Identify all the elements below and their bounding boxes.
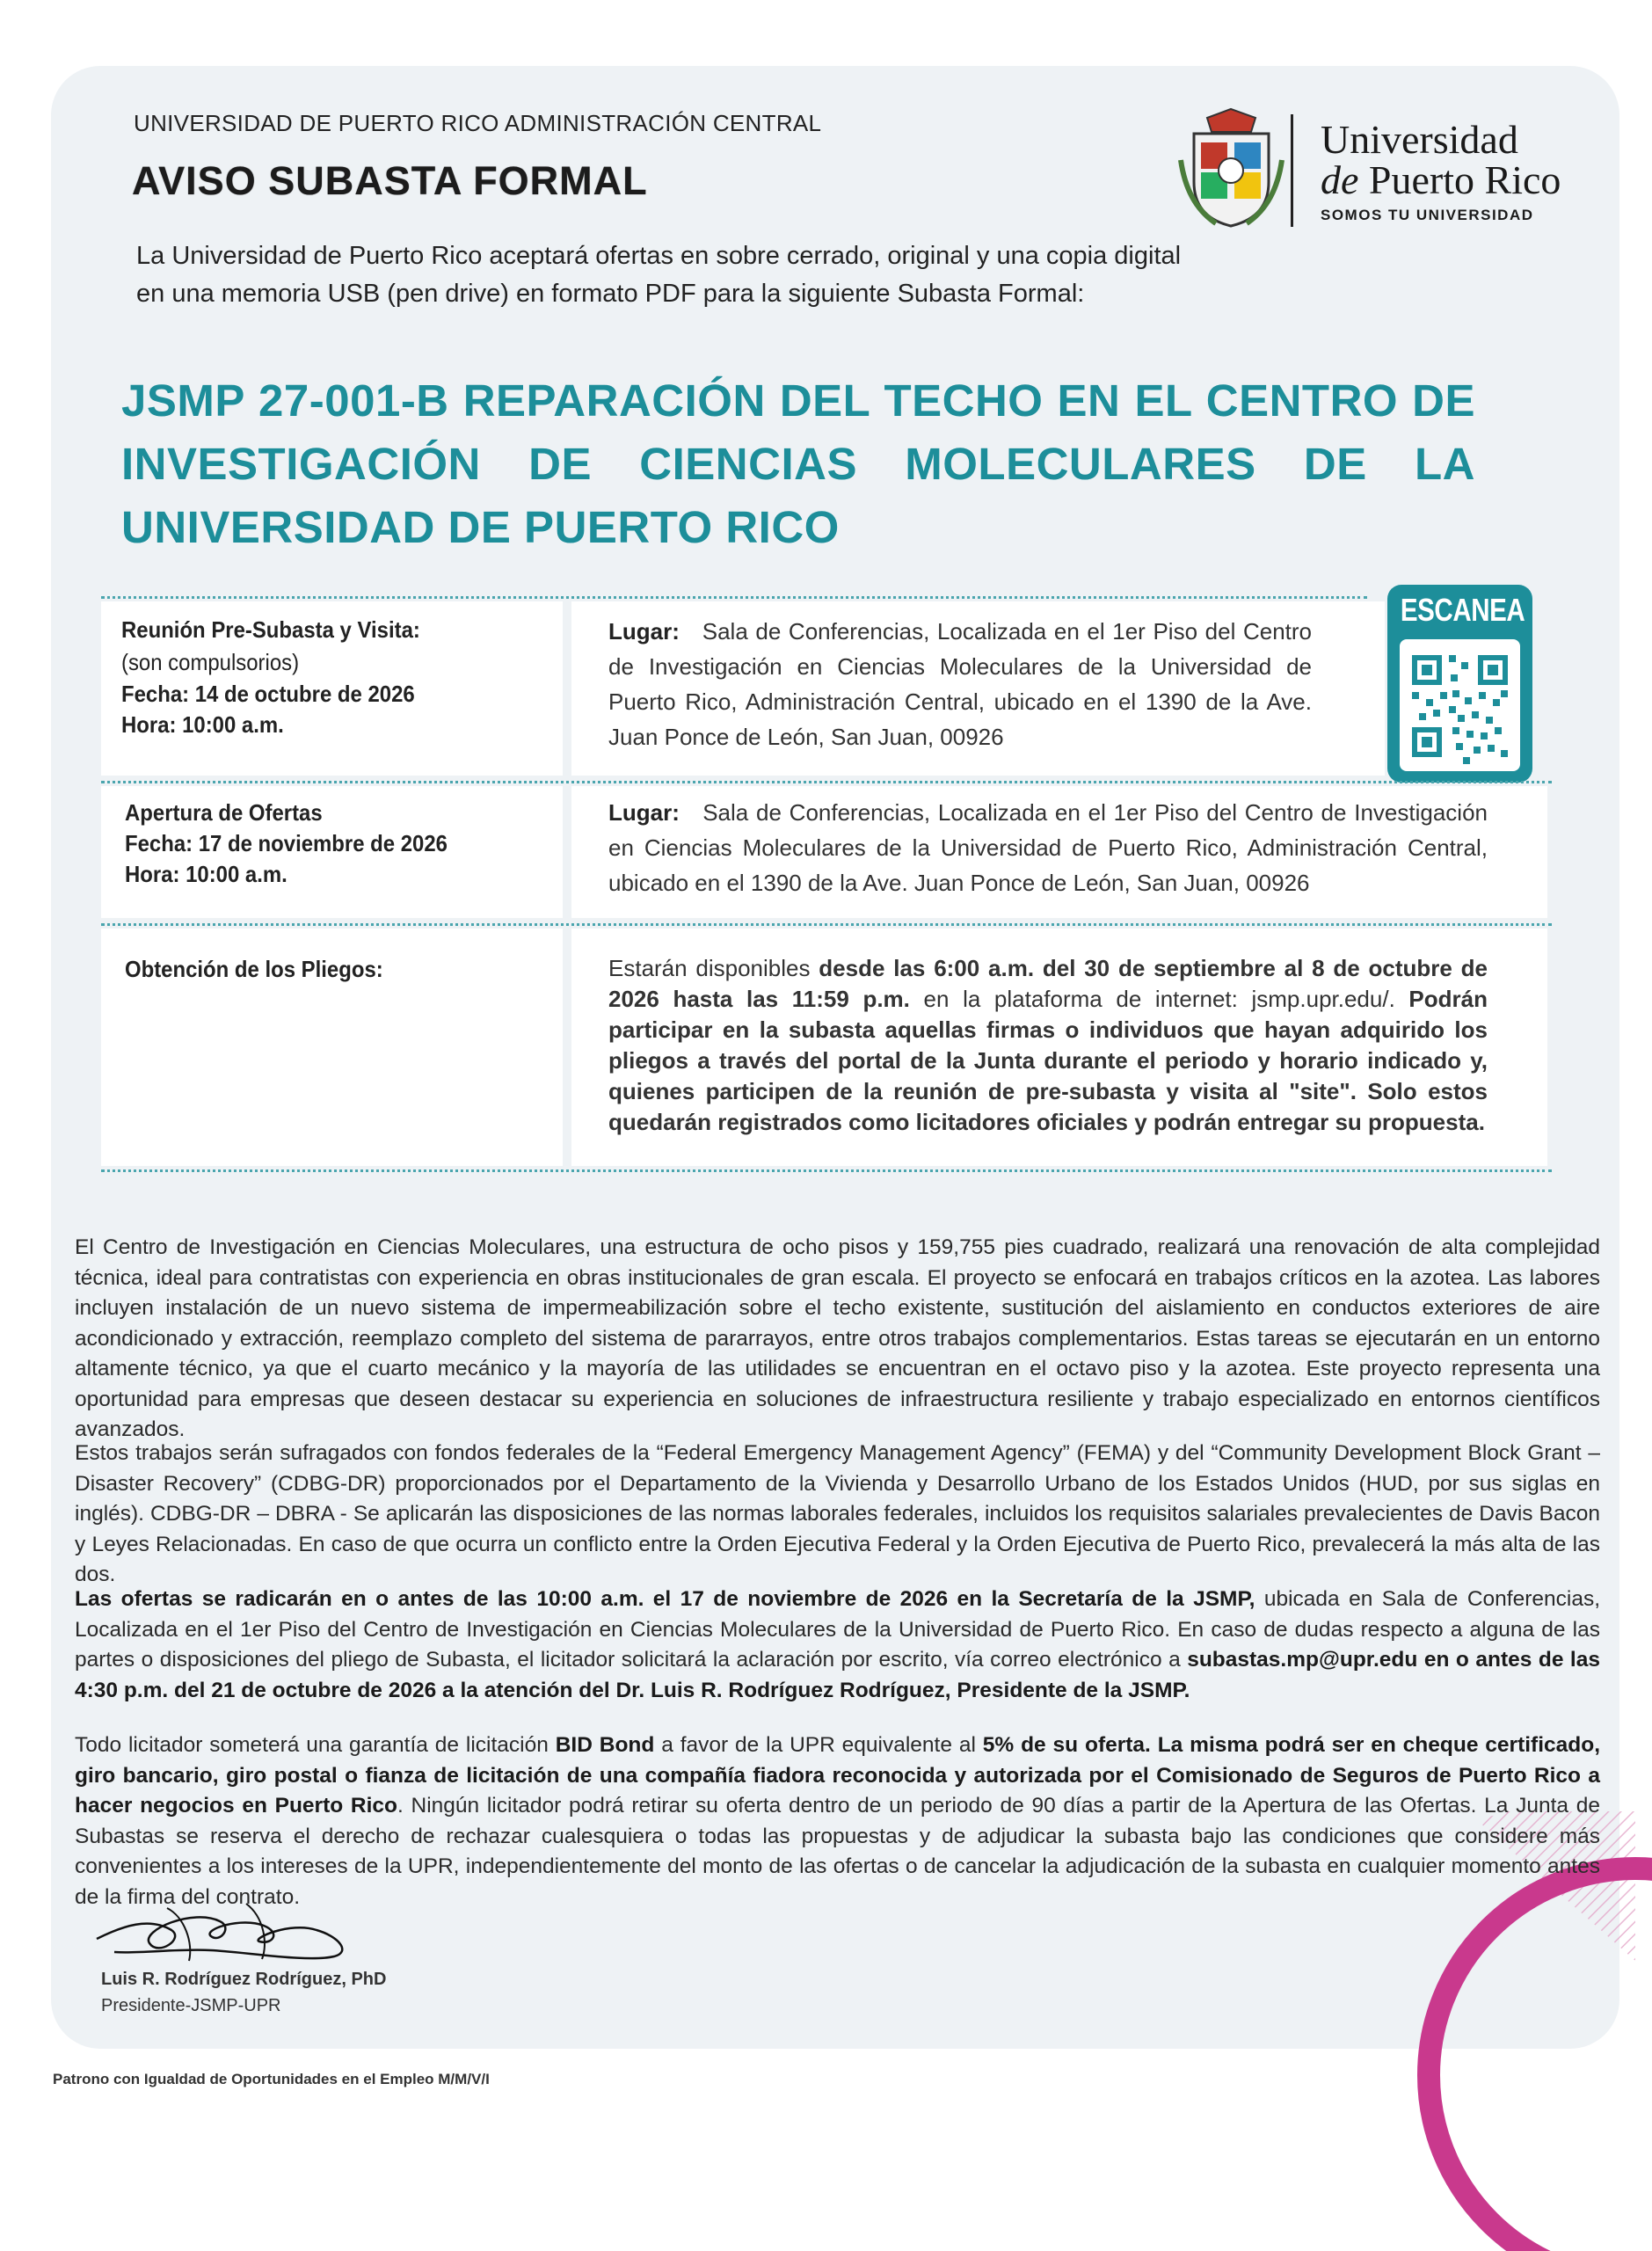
signatory-role: Presidente-JSMP-UPR [101, 1996, 281, 2015]
separator-line [101, 781, 1552, 783]
signatory-name: Luis R. Rodríguez Rodríguez, PhD [101, 1970, 387, 1989]
logo-text-line1: Universidad [1321, 117, 1518, 162]
submission-paragraph: Las ofertas se radicarán en o antes de las 10:00 a.m. el 17 de noviembre de 2026 en la Secretaría de la JSMP, ubicada en Sala de Conferencias, Localizada en el 1er Piso del Centro de Investigación en Ciencias Moleculares de la Universidad de Puerto Rico. En caso de dudas respecto a alguna de las partes o disposiciones del pliego de Subasta, el licitador solicitará la aclaración por escrito, vía correo electrónico a subastas.mp@upr.edu en o antes de las 4:30 p.m. del 21 de octubre de 2026 a la atención del Dr. Luis R. Rodríguez Rodríguez, Presidente de la JSMP. [75, 1587, 1600, 1702]
intro-text: La Universidad de Puerto Rico aceptará ofertas en sobre cerrado, original y una copia digital en una memoria USB (pen drive) en formato PDF para la siguiente Subasta Formal: [136, 242, 1182, 308]
university-seal-icon [1176, 107, 1286, 230]
documents-text: Estarán disponibles desde las 6:00 a.m. del 30 de septiembre al 8 de octubre de 2026 hasta las 11:59 p.m. en la plataforma de internet: jsmp.upr.edu/. Podrán participar en la subasta aquellas firmas o individuos que hayan adquirido los pliegos a través del portal de la Junta durante el periodo y horario indicado y, quienes participen de la reunión de pre-subasta y visita al "site". Solo estos quedarán registrados como licitadores oficiales y podrán entregar su propuesta. [608, 955, 1488, 1135]
description-paragraph: El Centro de Investigación en Ciencias Moleculares, una estructura de ocho pisos y 159,755 pies cuadrado, realizará una renovación de alta complejidad técnica, ideal para contratistas con experiencia en obras institucionales de gran escala. El proyecto se enfocará en trabajos críticos en la azotea. Las labores incluyen instalación de un nuevo sistema de impermeabilización sobre el techo existente, sustitución del aislamiento en conductos exteriores de aire acondicionado y extracción, reemplazo completo del sistema de pararrayos, entre otros trabajos complementarios. Estas tareas se ejecutarán en un entorno altamente técnico, ya que el cuarto mecánico y la mayoría de las utilidades se encuentran en el octavo piso y la azotea. Este proyecto representa una oportunidad para empresas que deseen destacar su experiencia en soluciones de infraestructura resiliente y trabajo especializado en entornos científicos avanzados. [75, 1235, 1600, 1441]
separator-line [101, 1169, 1552, 1172]
qr-label: ESCANEA [1400, 592, 1525, 628]
project-title: JSMP 27-001-B REPARACIÓN DEL TECHO EN EL CENTRO DE INVESTIGACIÓN DE CIENCIAS MOLECULARES DE LA UNIVERSIDAD DE PUERTO RICO [121, 375, 1475, 552]
meeting-title: Reunión Pre-Subasta y Visita: [121, 616, 420, 643]
qr-code-icon [1400, 639, 1520, 771]
separator-line [101, 923, 1552, 926]
logo-tagline: SOMOS TU UNIVERSIDAD [1321, 207, 1534, 223]
document-title: AVISO SUBASTA FORMAL [132, 158, 648, 203]
opening-date: Fecha: 17 de noviembre de 2026 [125, 830, 448, 856]
opening-place: Lugar: Sala de Conferencias, Localizada en el 1er Piso del Centro de Investigación en Ciencias Moleculares de la Universidad de Puerto Rico, Administración Central, ubicado en el 1390 de la Ave. Juan Ponce de León, San Juan, 00926 [608, 799, 1488, 896]
footer-text: Patrono con Igualdad de Oportunidades en el Empleo M/M/V/I [53, 2071, 490, 2087]
documents-title: Obtención de los Pliegos: [125, 956, 383, 982]
meeting-place: Lugar: Sala de Conferencias, Localizada en el 1er Piso del Centro de Investigación en Ciencias Moleculares de la Universidad de Puerto Rico, Administración Central, ubicado en el 1390 de la Ave. Juan Ponce de León, San Juan, 00926 [608, 618, 1312, 750]
meeting-note: (son compulsorios) [121, 649, 300, 675]
opening-time: Hora: 10:00 a.m. [125, 861, 287, 887]
handwritten-signature [88, 1890, 396, 1970]
university-logo [1169, 106, 1574, 237]
meeting-time: Hora: 10:00 a.m. [121, 711, 284, 738]
opening-title: Apertura de Ofertas [125, 799, 323, 826]
bond-paragraph: Todo licitador someterá una garantía de licitación BID Bond a favor de la UPR equivalente al 5% de su oferta. La misma podrá ser en cheque certificado, giro bancario, giro postal o fianza de licitación de una compañía fiadora reconocida y autorizada por el Comisionado de Seguros de Puerto Rico a hacer negocios en Puerto Rico. Ningún licitador podrá retirar su oferta dentro de un periodo de 90 días a partir de la Apertura de las Ofertas. La Junta de Subastas se reserva el derecho de rechazar cualesquiera o todas las propuestas y de adjudicar la subasta bajo las condiciones que considere más convenientes a los intereses de la UPR, independientemente del monto de las ofertas o de cancelar la adjudicación de la subasta en cualquier momento antes de la firma del contrato. [75, 1733, 1601, 1909]
logo-text-line2: de Puerto Rico [1321, 157, 1561, 202]
organization-line: UNIVERSIDAD DE PUERTO RICO ADMINISTRACIÓN CENTRAL [134, 110, 822, 136]
funding-paragraph: Estos trabajos serán sufragados con fondos federales de la “Federal Emergency Management Agency” (FEMA) y del “Community Development Block Grant – Disaster Recovery” (CDBG-DR) proporcionados por el Departamento de la Vivienda y Desarrollo Urbano de los Estados Unidos (HUD, por sus siglas en inglés). CDBG-DR – DBRA - Se aplicarán las disposiciones de las normas laborales federales, incluidos los requisitos salariales prevalecientes de Davis Bacon y Leyes Relacionadas. En caso de que ocurra un conflicto entre la Orden Ejecutiva Federal y la Orden Ejecutiva de Puerto Rico, prevalecerá la más alta de las dos. [75, 1441, 1600, 1586]
qr-code-panel[interactable] [1387, 585, 1532, 783]
logo-divider [1291, 114, 1293, 227]
meeting-date: Fecha: 14 de octubre de 2026 [121, 681, 415, 707]
separator-line [101, 596, 1367, 599]
